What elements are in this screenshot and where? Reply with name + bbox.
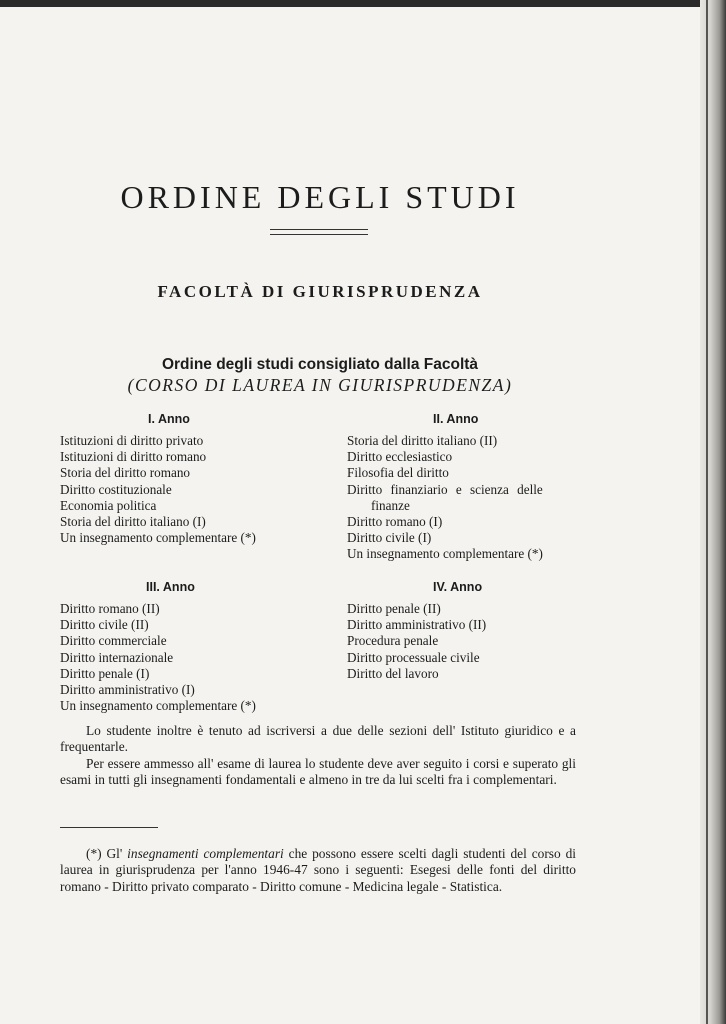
list-item: Diritto internazionale [60, 649, 174, 665]
list-item: Diritto penale (I) [60, 665, 150, 681]
footnote-divider [60, 827, 158, 828]
list-item: Storia del diritto italiano (I) [60, 514, 206, 530]
order-title: Ordine degli studi consigliato dalla Facoltà [161, 355, 479, 373]
list-item: Diritto costituzionale [60, 481, 172, 497]
list-item: Filosofia del diritto [347, 465, 449, 481]
footnote-emphasis: insegnamenti complementari [127, 846, 284, 861]
year-3-heading: III. Anno [146, 580, 195, 594]
list-item: Diritto del lavoro [347, 665, 439, 681]
list-item: Procedura penale [347, 633, 439, 649]
list-item: Economia politica [60, 497, 157, 513]
list-item: Istituzioni di diritto romano [60, 449, 207, 465]
year-1-list [60, 433, 256, 546]
list-item: Diritto civile (II) [60, 617, 149, 633]
course-subtitle: (CORSO DI LAUREA IN GIURISPRUDENZA) [127, 375, 513, 395]
list-item: Diritto civile (I) [347, 530, 432, 546]
paragraph-degree-exam: Per essere ammesso all' esame di laurea lo studente deve aver seguito i corsi e superato gli esami in tutti gli insegnamenti fondamentali e almeno in tre da lui scelti fra i complementari. [60, 756, 576, 788]
paragraph-institute: Lo studente inoltre è tenuto ad iscriversi a due delle sezioni dell' Istituto giuridico e a frequentarle. [60, 723, 576, 755]
list-item: Istituzioni di diritto privato [60, 433, 204, 448]
footnote-text: che possono essere scelti dagli studenti del corso di laurea in giurisprudenza per l'anno 1946-47 sono i seguenti: Esegesi delle fonti del diritto romano - Diritto privato comparato - Diritto comune - Medicina legale - Statistica. [60, 846, 577, 894]
list-item: Un insegnamento complementare (*) [60, 698, 256, 714]
year-2-heading: II. Anno [433, 412, 479, 426]
year-1-heading: I. Anno [148, 412, 190, 426]
faculty-heading: FACOLTÀ DI GIURISPRUDENZA [157, 282, 483, 302]
list-item: Diritto amministrativo (II) [347, 617, 487, 633]
list-item: Storia del diritto romano [60, 465, 191, 481]
list-item: Diritto finanziario e scienza delle [347, 481, 543, 497]
list-item: Diritto processuale civile [347, 649, 480, 665]
footnote-mark: (*) Gl' [86, 846, 123, 861]
scan-top-border [0, 0, 726, 7]
footnote [60, 846, 576, 895]
year-3-list [60, 601, 256, 714]
list-item-continuation: finanze [371, 497, 410, 513]
list-item: Diritto penale (II) [347, 601, 441, 616]
list-item: Un insegnamento complementare (*) [60, 530, 256, 546]
page-binding-edge [700, 0, 726, 1024]
year-2-list [347, 433, 543, 563]
list-item: Un insegnamento complementare (*) [347, 546, 543, 562]
list-item: Diritto romano (I) [347, 514, 443, 530]
list-item: Diritto amministrativo (I) [60, 682, 195, 698]
page-binding-line [706, 0, 708, 1024]
title-divider [270, 229, 368, 235]
page-title: ORDINE DEGLI STUDI [120, 179, 520, 216]
list-item: Diritto ecclesiastico [347, 449, 453, 465]
list-item: Diritto commerciale [60, 633, 167, 649]
year-4-list [347, 601, 486, 682]
list-item: Storia del diritto italiano (II) [347, 433, 498, 448]
year-4-heading: IV. Anno [433, 580, 483, 594]
list-item: Diritto romano (II) [60, 601, 160, 616]
